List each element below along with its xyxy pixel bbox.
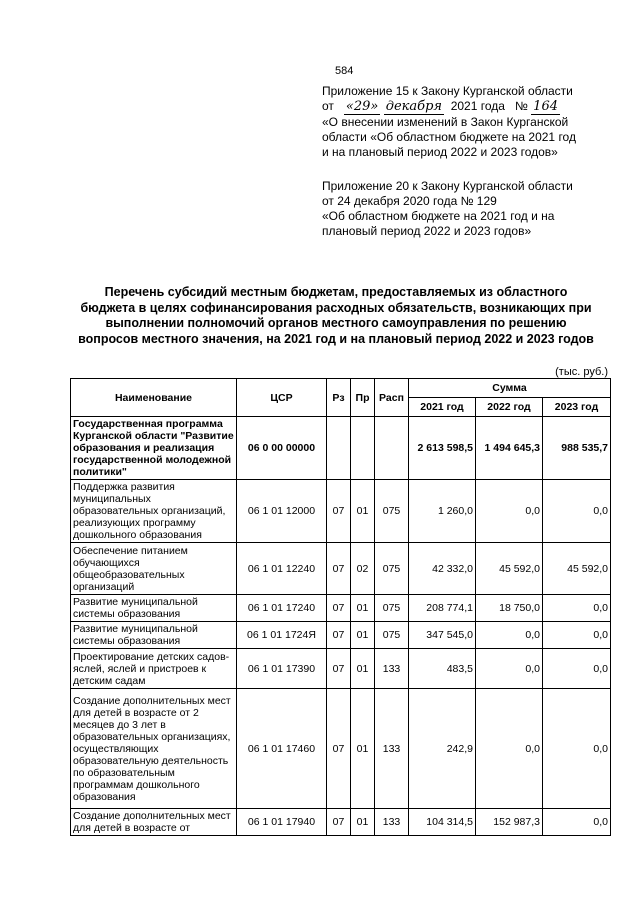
annex-15-line-3: «О внесении изменений в Закон Курганской <box>322 115 569 129</box>
annex-15-line-4: области «Об областном бюджете на 2021 год <box>322 130 576 144</box>
cell-rasp: 133 <box>375 689 409 809</box>
cell-rasp: 133 <box>375 809 409 836</box>
cell-csr: 06 1 01 17390 <box>237 649 327 689</box>
cell-pr: 01 <box>351 595 375 622</box>
cell-2023: 0,0 <box>543 649 611 689</box>
table-row <box>71 689 611 809</box>
cell-2023: 0,0 <box>543 480 611 543</box>
cell-csr: 06 1 01 17240 <box>237 595 327 622</box>
table-row <box>71 809 611 836</box>
cell-name: Создание дополнительных мест для детей в возрасте от 2 месяцев до 3 лет в образовательных организациях, осуществляющих образовательную деятельность по образовательным программам дошкольного образования <box>71 689 237 809</box>
cell-2023: 0,0 <box>543 595 611 622</box>
cell-name: Поддержка развития муниципальных образовательных организаций, реализующих программу дошкольного образования <box>71 480 237 543</box>
annex-20-header <box>322 179 573 239</box>
cell-2022: 18 750,0 <box>476 595 543 622</box>
cell-2022: 152 987,3 <box>476 809 543 836</box>
annex-15-header <box>322 84 576 160</box>
cell-csr: 06 1 01 17940 <box>237 809 327 836</box>
cell-name: Создание дополнительных мест для детей в возрасте от <box>71 809 237 836</box>
table-row <box>71 595 611 622</box>
title-line-2: бюджета в целях софинансирования расходных обязательств, возникающих при <box>80 300 592 315</box>
cell-rasp: 075 <box>375 480 409 543</box>
header-2022: 2022 год <box>476 398 543 417</box>
cell-rasp <box>375 417 409 480</box>
annex-15-line-1: Приложение 15 к Закону Курганской области <box>322 84 573 98</box>
cell-pr: 01 <box>351 622 375 649</box>
cell-2021: 347 545,0 <box>409 622 476 649</box>
subsidies-table <box>70 378 611 836</box>
cell-name: Обеспечение питанием обучающихся общеобразовательных организаций <box>71 543 237 595</box>
cell-2021: 242,9 <box>409 689 476 809</box>
header-2023: 2023 год <box>543 398 611 417</box>
cell-rz: 07 <box>327 595 351 622</box>
header-pr: Пр <box>351 379 375 417</box>
cell-rz: 07 <box>327 543 351 595</box>
cell-2021: 104 314,5 <box>409 809 476 836</box>
cell-csr: 06 1 01 12000 <box>237 480 327 543</box>
handwritten-month: декабря <box>385 99 443 114</box>
cell-2023: 988 535,7 <box>543 417 611 480</box>
cell-2022: 0,0 <box>476 689 543 809</box>
cell-name: Развитие муниципальной системы образования <box>71 595 237 622</box>
cell-pr <box>351 417 375 480</box>
annex-20-line-3: «Об областном бюджете на 2021 год и на <box>322 209 555 223</box>
table-row <box>71 622 611 649</box>
header-name: Наименование <box>71 379 237 417</box>
annex-20-line-1: Приложение 20 к Закону Курганской области <box>322 179 573 193</box>
cell-rz <box>327 417 351 480</box>
table-row <box>71 480 611 543</box>
annex-15-line-5: и на плановый период 2022 и 2023 годов» <box>322 145 558 159</box>
header-rz: Рз <box>327 379 351 417</box>
handwritten-number: 164 <box>533 99 558 114</box>
cell-rz: 07 <box>327 480 351 543</box>
table-row <box>71 543 611 595</box>
cell-rz: 07 <box>327 622 351 649</box>
cell-csr: 06 1 01 17460 <box>237 689 327 809</box>
page-number: 584 <box>335 65 354 77</box>
cell-csr: 06 1 01 1724Я <box>237 622 327 649</box>
cell-2021: 483,5 <box>409 649 476 689</box>
cell-2022: 0,0 <box>476 480 543 543</box>
cell-2023: 0,0 <box>543 622 611 649</box>
cell-rz: 07 <box>327 689 351 809</box>
cell-rasp: 075 <box>375 595 409 622</box>
header-sum: Сумма <box>409 379 611 398</box>
unit-note: (тыс. руб.) <box>555 366 608 378</box>
cell-2021: 2 613 598,5 <box>409 417 476 480</box>
cell-rasp: 133 <box>375 649 409 689</box>
header-2021: 2021 год <box>409 398 476 417</box>
cell-2021: 1 260,0 <box>409 480 476 543</box>
cell-rasp: 075 <box>375 622 409 649</box>
cell-2021: 42 332,0 <box>409 543 476 595</box>
title-line-1: Перечень субсидий местным бюджетам, предоставляемых из областного <box>104 285 568 299</box>
cell-2022: 0,0 <box>476 649 543 689</box>
cell-pr: 02 <box>351 543 375 595</box>
cell-name: Государственная программа Курганской области "Развитие образования и реализация государственной молодежной политики" <box>71 417 237 480</box>
cell-2023: 45 592,0 <box>543 543 611 595</box>
cell-pr: 01 <box>351 689 375 809</box>
cell-name: Проектирование детских садов-яслей, яслей и пристроев к детским садам <box>71 649 237 689</box>
cell-csr: 06 1 01 12240 <box>237 543 327 595</box>
cell-2023: 0,0 <box>543 689 611 809</box>
table-row <box>71 417 611 480</box>
cell-2022: 0,0 <box>476 622 543 649</box>
cell-2022: 1 494 645,3 <box>476 417 543 480</box>
cell-pr: 01 <box>351 480 375 543</box>
cell-pr: 01 <box>351 809 375 836</box>
document-title <box>66 285 606 347</box>
cell-rz: 07 <box>327 809 351 836</box>
cell-pr: 01 <box>351 649 375 689</box>
cell-2021: 208 774,1 <box>409 595 476 622</box>
table-row <box>71 649 611 689</box>
cell-rz: 07 <box>327 649 351 689</box>
cell-csr: 06 0 00 00000 <box>237 417 327 480</box>
header-rasp: Расп <box>375 379 409 417</box>
cell-name: Развитие муниципальной системы образования <box>71 622 237 649</box>
annex-20-line-2: от 24 декабря 2020 года № 129 <box>322 194 497 208</box>
cell-2022: 45 592,0 <box>476 543 543 595</box>
handwritten-day: «29» <box>345 99 379 114</box>
cell-2023: 0,0 <box>543 809 611 836</box>
title-line-4: вопросов местного значения, на 2021 год и на плановый период 2022 и 2023 годов <box>78 331 594 346</box>
annex-15-line-2: от «29» декабря 2021 года № 164 <box>322 99 558 114</box>
annex-20-line-4: плановый период 2022 и 2023 годов» <box>322 224 532 238</box>
title-line-3: выполнении полномочий органов местного самоуправления по решению <box>105 316 567 330</box>
header-csr: ЦСР <box>237 379 327 417</box>
cell-rasp: 075 <box>375 543 409 595</box>
